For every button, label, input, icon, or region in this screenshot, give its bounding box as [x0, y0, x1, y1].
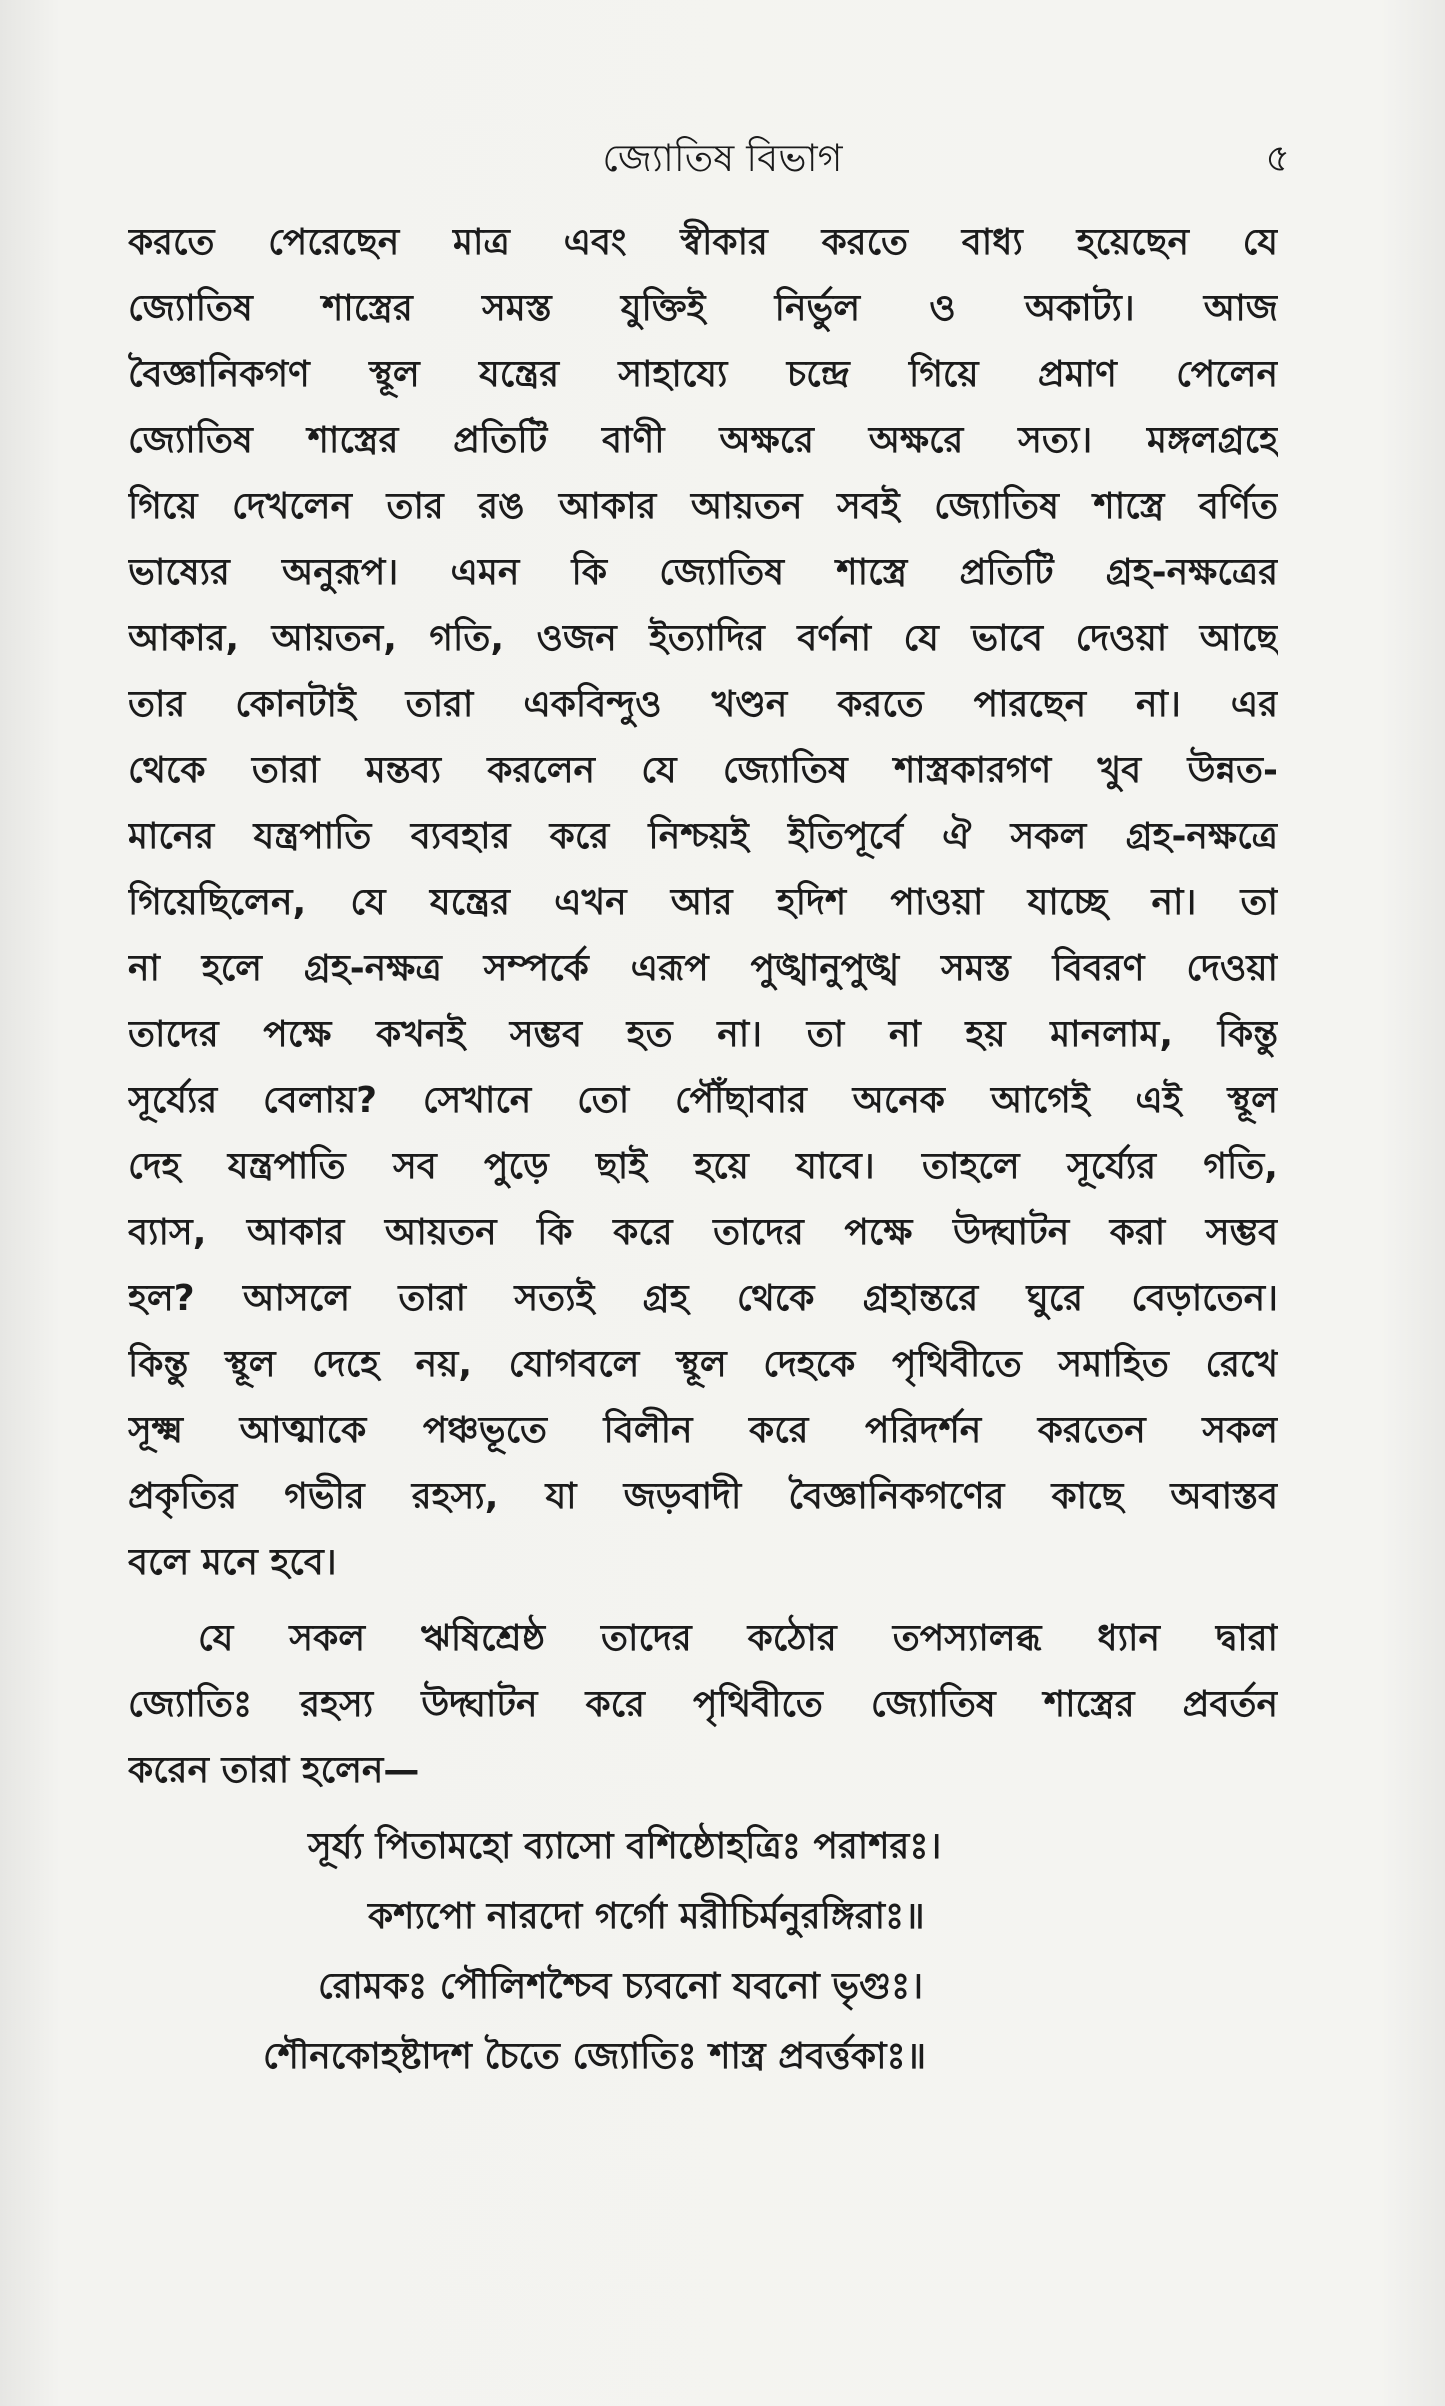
verse-line: কশ্যপো নারদো গর্গো মরীচির্মনুরঙ্গিরাঃ॥ — [368, 1896, 925, 1937]
text-line: ব্যাস, আকার আয়তন কি করে তাদের পক্ষে উদ্ঘাটন করা সম্ভব — [128, 1212, 1278, 1253]
verse-line: সূর্য্য পিতামহো ব্যাসো বশিষ্ঠোহত্রিঃ পরাশরঃ। — [308, 1826, 942, 1867]
text-line: জ্যোতিঃ রহস্য উদ্ঘাটন করে পৃথিবীতে জ্যোতিষ শাস্ত্রের প্রবর্তন — [128, 1684, 1278, 1725]
page-header — [0, 128, 1445, 188]
text-line: আকার, আয়তন, গতি, ওজন ইত্যাদির বর্ণনা যে ভাবে দেওয়া আছে — [128, 618, 1278, 659]
text-line: গিয়ে দেখলেন তার রঙ আকার আয়তন সবই জ্যোতিষ শাস্ত্রে বর্ণিত — [128, 486, 1278, 527]
text-line: বৈজ্ঞানিকগণ স্থূল যন্ত্রের সাহায্যে চন্দ্রে গিয়ে প্রমাণ পেলেন — [128, 354, 1278, 395]
text-line: প্রকৃতির গভীর রহস্য, যা জড়বাদী বৈজ্ঞানিকগণের কাছে অবাস্তব — [128, 1476, 1278, 1517]
text-line: কিন্তু স্থূল দেহে নয়, যোগবলে স্থূল দেহকে পৃথিবীতে সমাহিত রেখে — [128, 1344, 1278, 1385]
verse-line: শৌনকোহষ্টাদশ চৈতে জ্যোতিঃ শাস্ত্র প্রবর্ত্তকাঃ॥ — [263, 2036, 927, 2077]
verse-line: রোমকঃ পৌলিশশ্চৈব চ্যবনো যবনো ভৃগুঃ। — [318, 1966, 924, 2007]
text-line: বলে মনে হবে। — [128, 1542, 337, 1583]
text-line: করতে পেরেছেন মাত্র এবং স্বীকার করতে বাধ্য হয়েছেন যে — [128, 222, 1278, 263]
text-line: জ্যোতিষ শাস্ত্রের প্রতিটি বাণী অক্ষরে অক্ষরে সত্য। মঙ্গলগ্রহে — [128, 420, 1278, 461]
text-line: জ্যোতিষ শাস্ত্রের সমস্ত যুক্তিই নির্ভুল ও অকাট্য। আজ — [128, 288, 1278, 329]
text-line: না হলে গ্রহ-নক্ষত্র সম্পর্কে এরূপ পুঙ্খানুপুঙ্খ সমস্ত বিবরণ দেওয়া — [128, 948, 1278, 989]
page-number: ৫ — [1265, 136, 1290, 180]
text-line: হল? আসলে তারা সত্যই গ্রহ থেকে গ্রহান্তরে ঘুরে বেড়াতেন। — [128, 1278, 1278, 1319]
text-line: করেন তারা হলেন— — [128, 1750, 420, 1791]
text-line: দেহ যন্ত্রপাতি সব পুড়ে ছাই হয়ে যাবে। তাহলে সূর্য্যের গতি, — [128, 1146, 1278, 1187]
text-line: তাদের পক্ষে কখনই সম্ভব হত না। তা না হয় মানলাম, কিন্তু — [128, 1014, 1278, 1055]
paragraph-2 — [128, 1606, 1278, 1804]
text-line: সূর্য্যের বেলায়? সেখানে তো পৌঁছাবার অনেক আগেই এই স্থূল — [128, 1080, 1278, 1121]
paragraph-gap — [128, 1596, 1278, 1606]
body-text — [128, 210, 1278, 2092]
text-line: মানের যন্ত্রপাতি ব্যবহার করে নিশ্চয়ই ইতিপূর্বে ঐ সকল গ্রহ-নক্ষত্রে — [128, 816, 1278, 857]
sanskrit-verse — [128, 1812, 1278, 2092]
running-title: জ্যোতিষ বিভাগ — [602, 136, 843, 180]
text-line: সূক্ষ্ম আত্মাকে পঞ্চভূতে বিলীন করে পরিদর্শন করতেন সকল — [128, 1410, 1278, 1451]
text-line: যে সকল ঋষিশ্রেষ্ঠ তাদের কঠোর তপস্যালব্ধ ধ্যান দ্বারা — [198, 1618, 1278, 1659]
text-line: থেকে তারা মন্তব্য করলেন যে জ্যোতিষ শাস্ত্রকারগণ খুব উন্নত- — [128, 750, 1278, 791]
paragraph-1 — [128, 210, 1278, 1596]
text-line: গিয়েছিলেন, যে যন্ত্রের এখন আর হদিশ পাওয়া যাচ্ছে না। তা — [128, 882, 1278, 923]
text-line: তার কোনটাই তারা একবিন্দুও খণ্ডন করতে পারছেন না। এর — [128, 684, 1278, 725]
text-line: ভাষ্যের অনুরূপ। এমন কি জ্যোতিষ শাস্ত্রে প্রতিটি গ্রহ-নক্ষত্রের — [128, 552, 1278, 593]
